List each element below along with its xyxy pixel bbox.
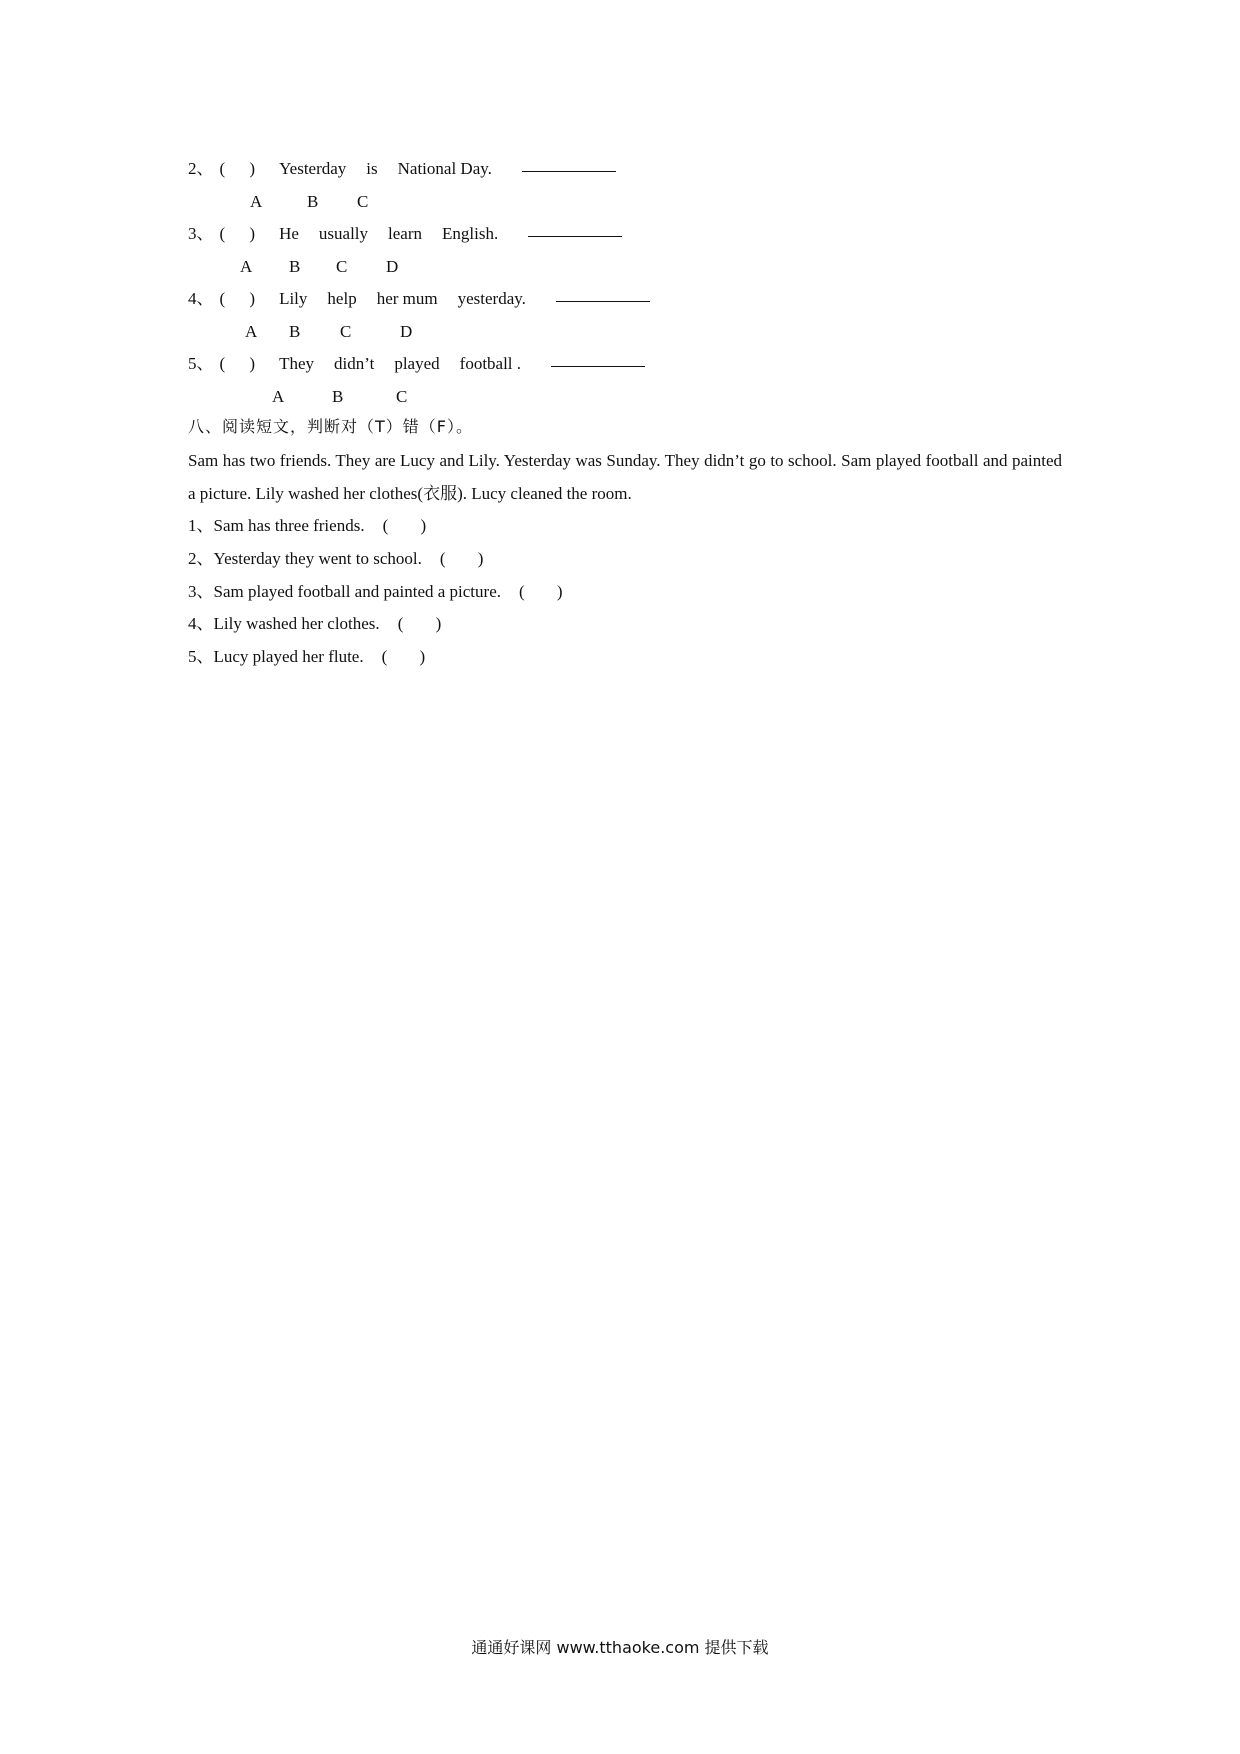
sentence-segment: played bbox=[394, 354, 440, 373]
statement-number: 5、 bbox=[188, 647, 214, 666]
sentence-segment: help bbox=[327, 289, 357, 308]
question-number: 3、 bbox=[188, 224, 214, 243]
answer-paren: ( ) bbox=[439, 549, 498, 568]
reading-passage: Sam has two friends. They are Lucy and Lily. Yesterday was Sunday. They didn’t go to school. Sam played football and painted a picture. Lily washed her clothes(衣服). Lucy cleaned the room. bbox=[188, 451, 1062, 503]
option-letter: B bbox=[332, 387, 344, 406]
option-letter: D bbox=[386, 257, 399, 276]
statement-text: Lucy played her flute. bbox=[213, 647, 364, 666]
page-footer: 通通好课网 www.tthaoke.com 提供下载 bbox=[471, 1638, 769, 1657]
sentence-segment: didn’t bbox=[334, 354, 375, 373]
correction-blank bbox=[556, 300, 650, 302]
answer-paren: ( ) bbox=[519, 582, 577, 601]
option-letter: B bbox=[307, 192, 319, 211]
answer-paren: ( ) bbox=[219, 354, 266, 373]
tf-statement-1 bbox=[188, 517, 440, 534]
statement-text: Lily washed her clothes. bbox=[213, 614, 380, 633]
correction-blank bbox=[551, 365, 645, 367]
tf-statement-5 bbox=[188, 648, 439, 665]
sentence-segment: is bbox=[366, 159, 378, 178]
statement-text: Sam has three friends. bbox=[213, 516, 365, 535]
error-question-4 bbox=[188, 290, 650, 307]
option-letter: A bbox=[272, 387, 285, 406]
sentence-segment: yesterday. bbox=[457, 289, 526, 308]
statement-number: 3、 bbox=[188, 582, 214, 601]
option-letter: A bbox=[240, 257, 253, 276]
option-letter: D bbox=[400, 322, 413, 341]
error-question-3 bbox=[188, 225, 622, 242]
question-number: 4、 bbox=[188, 289, 214, 308]
sentence-segment: English. bbox=[442, 224, 499, 243]
tf-statement-2 bbox=[188, 550, 497, 567]
tf-statement-4 bbox=[188, 615, 455, 632]
statement-number: 4、 bbox=[188, 614, 214, 633]
sentence-segment: National Day. bbox=[397, 159, 492, 178]
error-question-5 bbox=[188, 355, 645, 372]
sentence-segment: He bbox=[279, 224, 299, 243]
section-eight-title: 八、阅读短文，判断对（T）错（F）。 bbox=[188, 417, 473, 436]
error-question-2 bbox=[188, 160, 616, 177]
correction-blank bbox=[528, 235, 622, 237]
sentence-segment: her mum bbox=[376, 289, 438, 308]
option-letter: C bbox=[357, 192, 369, 211]
answer-paren: ( ) bbox=[382, 516, 441, 535]
statement-text: Yesterday they went to school. bbox=[213, 549, 422, 568]
sentence-segment: Lily bbox=[279, 289, 308, 308]
question-number: 2、 bbox=[188, 159, 214, 178]
correction-blank bbox=[522, 170, 616, 172]
option-letter: C bbox=[340, 322, 352, 341]
answer-paren: ( ) bbox=[381, 647, 440, 666]
sentence-segment: usually bbox=[318, 224, 369, 243]
sentence-segment: learn bbox=[388, 224, 422, 243]
option-letter: C bbox=[336, 257, 348, 276]
question-number: 5、 bbox=[188, 354, 214, 373]
answer-paren: ( ) bbox=[397, 614, 456, 633]
option-letter: A bbox=[245, 322, 258, 341]
option-letter: C bbox=[396, 387, 408, 406]
sentence-segment: football . bbox=[459, 354, 522, 373]
sentence-segment: Yesterday bbox=[279, 159, 347, 178]
statement-text: Sam played football and painted a picture. bbox=[213, 582, 501, 601]
tf-statement-3 bbox=[188, 583, 577, 600]
option-letter: A bbox=[250, 192, 263, 211]
answer-paren: ( ) bbox=[219, 224, 266, 243]
answer-paren: ( ) bbox=[219, 159, 266, 178]
sentence-segment: They bbox=[279, 354, 315, 373]
statement-number: 1、 bbox=[188, 516, 214, 535]
answer-paren: ( ) bbox=[219, 289, 266, 308]
statement-number: 2、 bbox=[188, 549, 214, 568]
option-letter: B bbox=[289, 322, 301, 341]
option-letter: B bbox=[289, 257, 301, 276]
